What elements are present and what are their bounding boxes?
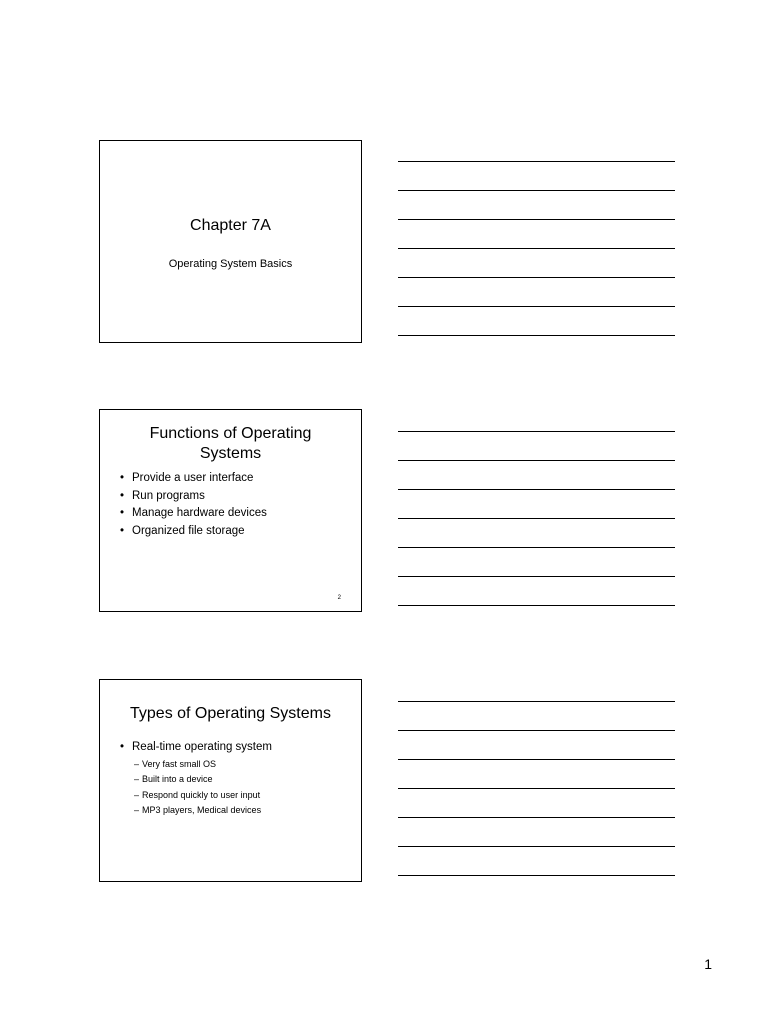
note-line xyxy=(398,846,675,847)
page-number: 1 xyxy=(704,956,712,972)
bullet-item: • Manage hardware devices xyxy=(120,505,351,523)
bullet-item xyxy=(120,739,351,819)
note-line xyxy=(398,547,675,548)
note-line xyxy=(398,759,675,760)
note-line xyxy=(398,875,675,876)
note-line xyxy=(398,161,675,162)
note-line xyxy=(398,730,675,731)
sub-bullet-marker: – xyxy=(134,774,140,784)
note-line xyxy=(398,431,675,432)
sub-bullet-label: Respond quickly to user input xyxy=(142,789,261,800)
sub-bullet-list xyxy=(132,757,351,819)
slide-2 xyxy=(99,409,362,612)
sub-bullet-label: MP3 players, Medical devices xyxy=(142,805,262,815)
slide-3-title: Types of Operating Systems xyxy=(130,705,331,722)
note-line xyxy=(398,335,675,336)
slide-2-bullet-list xyxy=(120,470,351,540)
sub-bullet-marker: – xyxy=(134,805,140,815)
slide-3 xyxy=(99,679,362,882)
slide-3-bullet-list xyxy=(120,739,351,819)
note-line xyxy=(398,605,675,606)
slide-2-title-line-1: Functions of Operating xyxy=(149,425,312,442)
note-line xyxy=(398,460,675,461)
bullet-item: • Organized file storage xyxy=(120,523,351,541)
sub-bullet-item xyxy=(132,788,351,804)
sub-bullet-item xyxy=(132,757,351,773)
note-line xyxy=(398,788,675,789)
bullet-item: • Provide a user interface xyxy=(120,470,351,488)
note-line xyxy=(398,190,675,191)
sub-bullet-item xyxy=(132,772,351,788)
sub-bullet-marker: – xyxy=(134,789,140,800)
note-line xyxy=(398,518,675,519)
note-line xyxy=(398,306,675,307)
slide-2-title-line-2: Systems xyxy=(199,445,262,462)
bullet-item: • Run programs xyxy=(120,488,351,506)
sub-bullet-label: Built into a device xyxy=(142,774,213,784)
slide-1 xyxy=(99,140,362,343)
slide-1-subtitle: Operating System Basics xyxy=(168,258,293,270)
note-line xyxy=(398,817,675,818)
slide-1-heading: Chapter 7A xyxy=(190,217,271,234)
bullet-item-label: Real-time operating system xyxy=(132,741,272,753)
note-line xyxy=(398,576,675,577)
slide-2-number: 2 xyxy=(337,595,341,601)
slide-2-title xyxy=(110,424,351,464)
note-line xyxy=(398,489,675,490)
sub-bullet-marker: – xyxy=(134,758,140,769)
note-line xyxy=(398,219,675,220)
note-line xyxy=(398,277,675,278)
sub-bullet-label: Very fast small OS xyxy=(142,758,217,769)
note-line xyxy=(398,248,675,249)
sub-bullet-item xyxy=(132,803,351,819)
note-line xyxy=(398,701,675,702)
